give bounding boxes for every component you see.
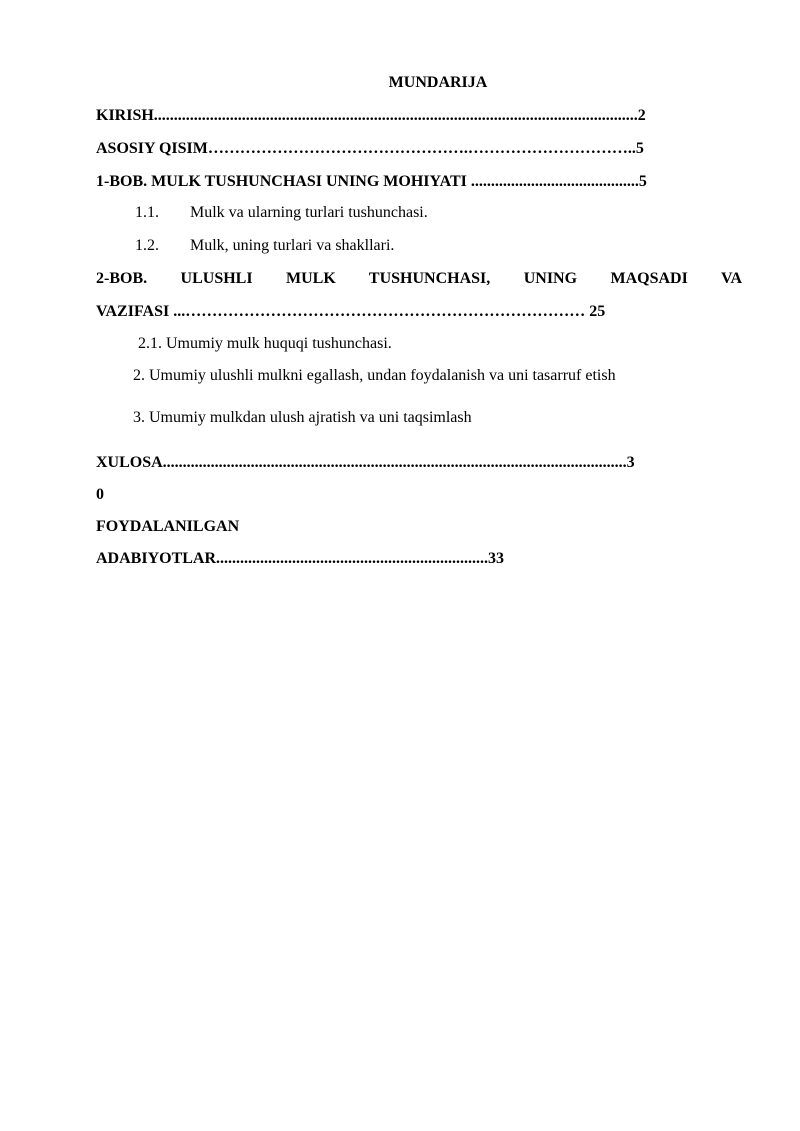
toc-subentry-1-2-title: Mulk, uning turlari va shakllari. <box>190 237 395 254</box>
page-title: MUNDARIJA <box>388 74 488 91</box>
toc-subentry-1-2-number: 1.2. <box>135 237 159 254</box>
toc-entry-kirish: KIRISH.........................................................................................................................2 <box>96 107 646 124</box>
toc-subentry-1-1-title: Mulk va ularning turlari tushunchasi. <box>190 204 428 221</box>
toc-entry-chapter-2-line1: 2-BOB. ULUSHLI MULK TUSHUNCHASI, UNING MAQSADI VA <box>96 270 742 287</box>
toc-entry-bibliography-line2: ADABIYOTLAR....................................................................33 <box>96 550 505 567</box>
toc-subentry-2-2: 2. Umumiy ulushli mulkni egallash, undan foydalanish va uni tasarruf etish <box>133 367 616 384</box>
toc-entry-asosiy-qisim: ASOSIY QISIM………………………………………….…………………………..5 <box>96 140 644 157</box>
toc-subentry-2-3: 3. Umumiy mulkdan ulush ajratish va uni taqsimlash <box>133 409 472 426</box>
toc-entry-xulosa-line2: 0 <box>96 486 104 503</box>
toc-entry-bibliography-line1: FOYDALANILGAN <box>96 518 240 535</box>
toc-subentry-2-1: 2.1. Umumiy mulk huquqi tushunchasi. <box>138 335 392 352</box>
toc-entry-chapter-2-line2: VAZIFASI ...………………………………………………………………… 25 <box>96 303 606 320</box>
toc-entry-chapter-1: 1-BOB. MULK TUSHUNCHASI UNING MOHIYATI ..........................................5 <box>96 173 647 190</box>
toc-entry-xulosa-line1: XULOSA....................................................................................................................3 <box>96 454 635 471</box>
toc-subentry-1-1-number: 1.1. <box>135 204 159 221</box>
